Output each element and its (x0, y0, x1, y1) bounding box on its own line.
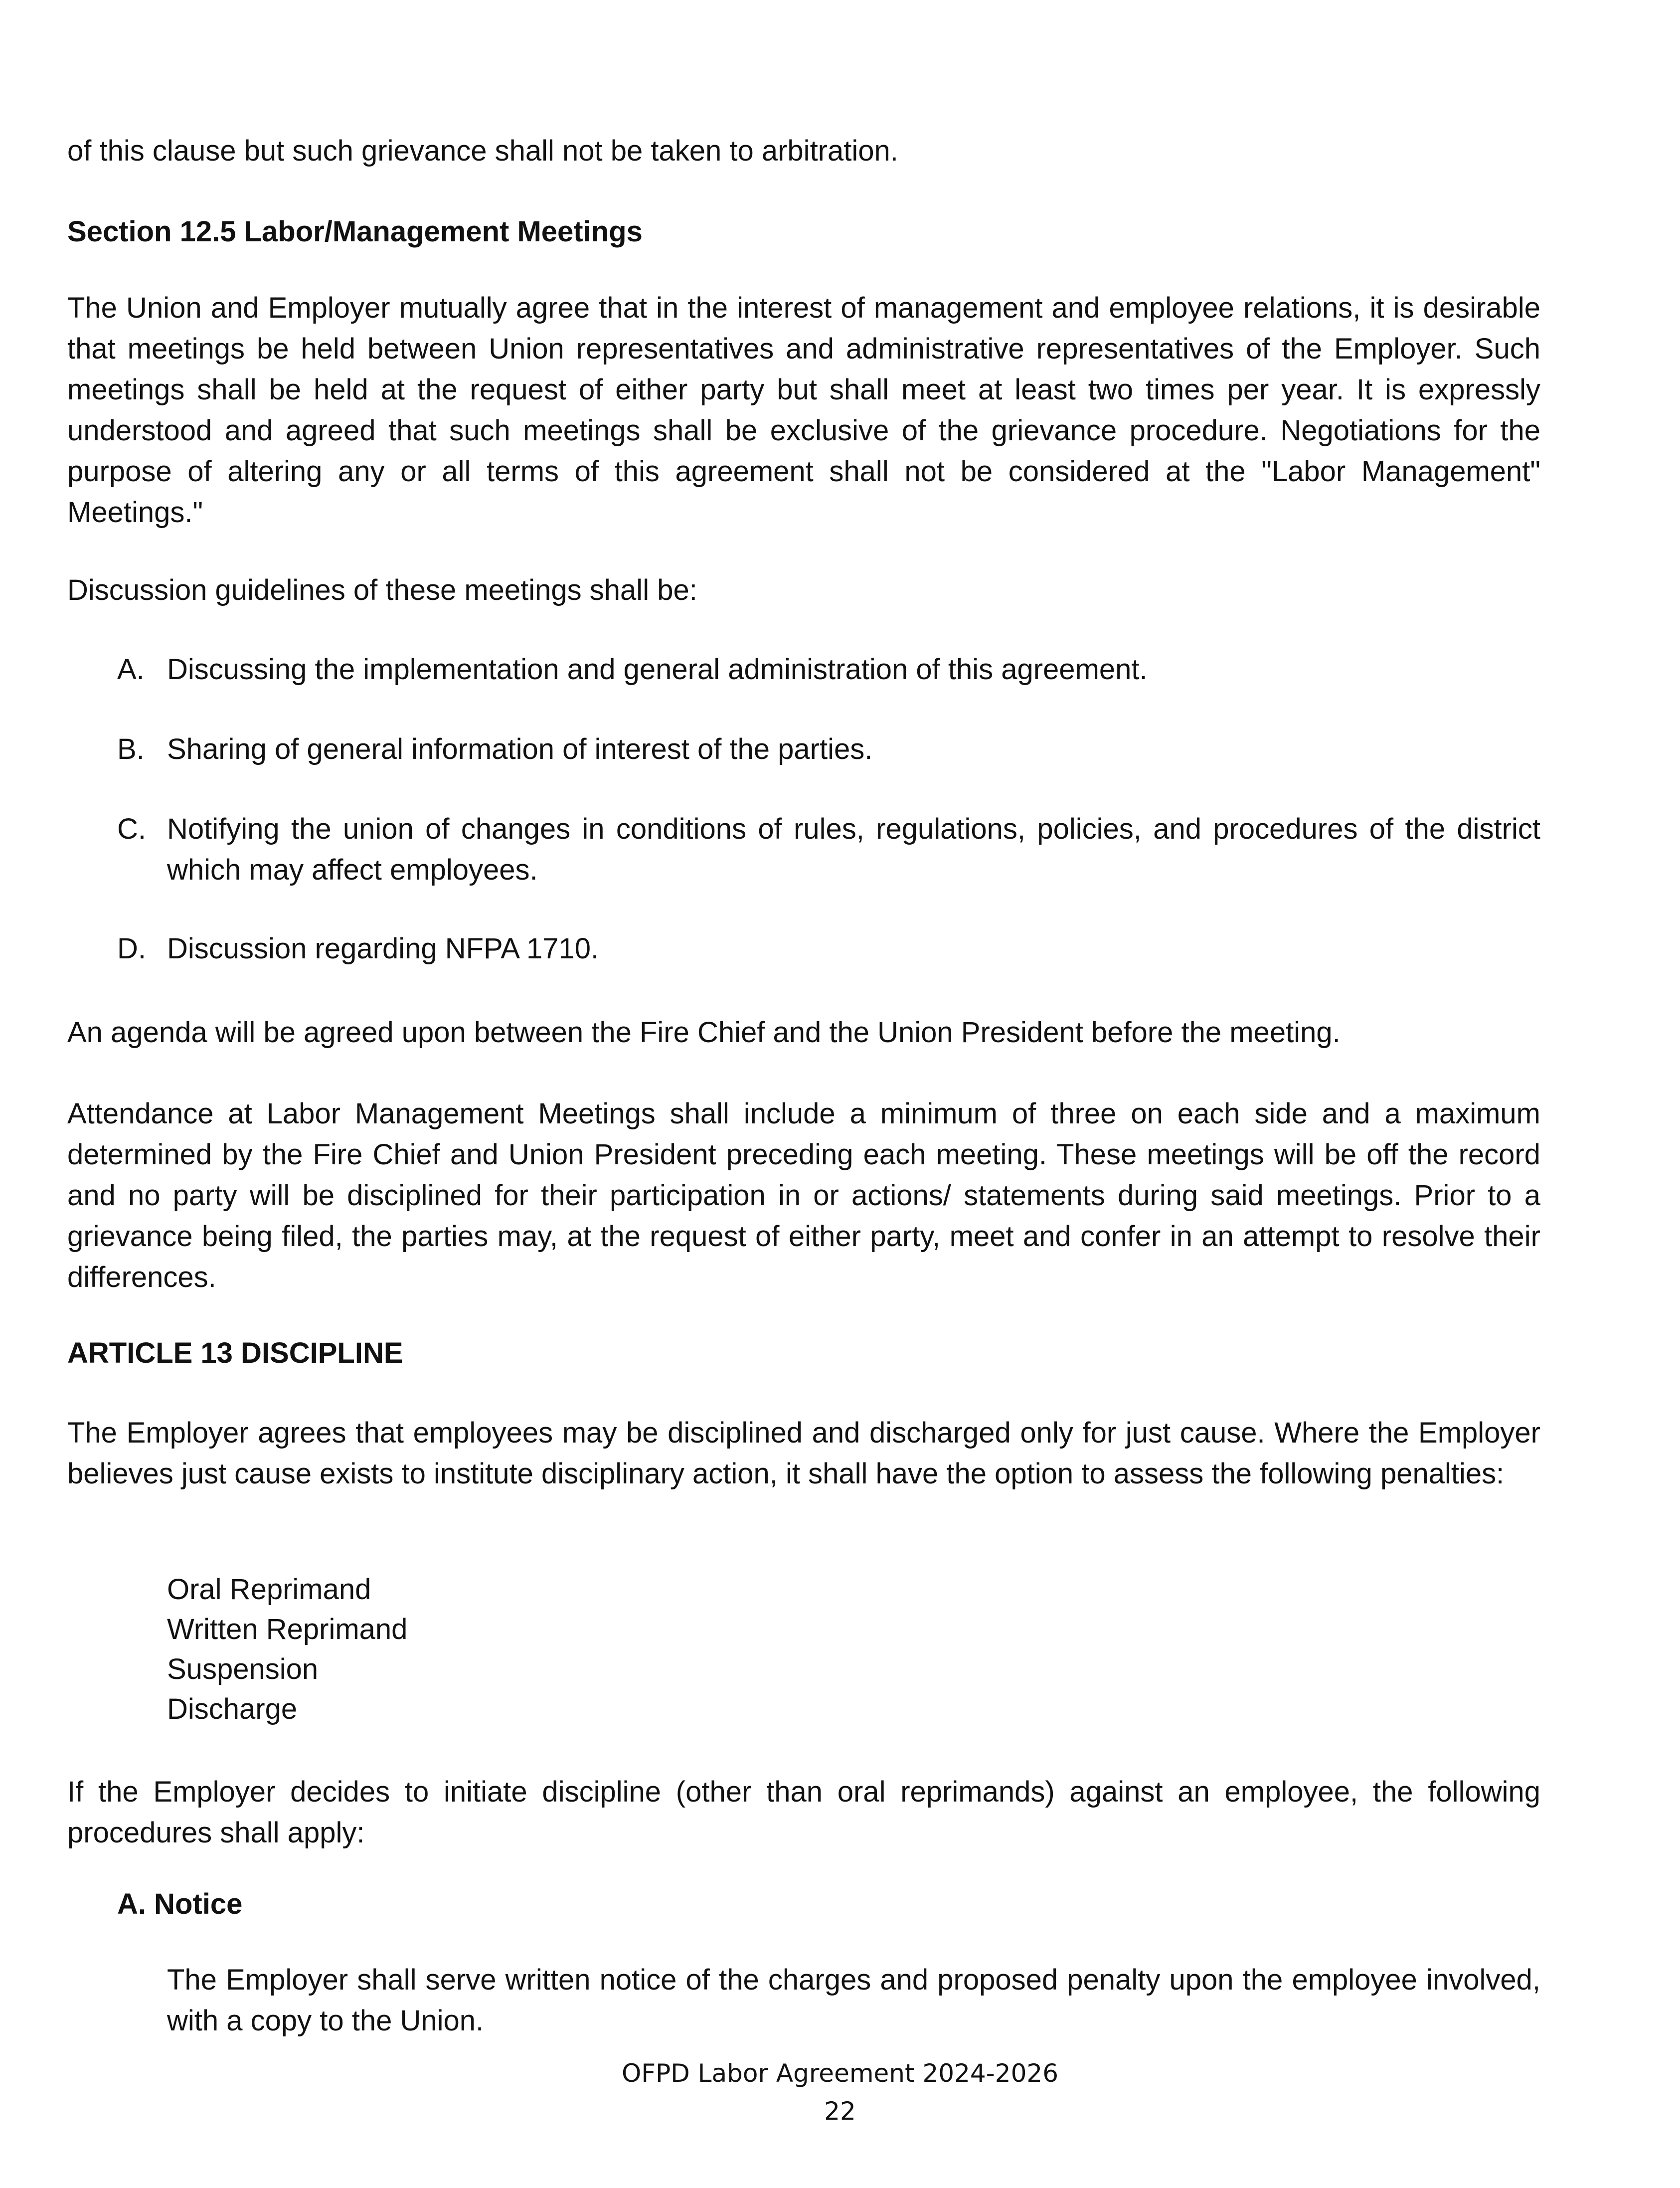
guideline-item-c (117, 809, 1540, 891)
penalty-item: Suspension (167, 1653, 319, 1685)
attendance-paragraph: Attendance at Labor Management Meetings shall include a minimum of three on each side and a maximum determined by the Fire Chief and Union President preceding each meeting. These meetings will be off the record and no party will be disciplined for their participation in or actions/ statements during said meetings. Prior to a grievance being filed, the parties may, at the request of either party, meet and confer in an attempt to resolve their differences. (67, 1097, 1540, 1293)
guideline-item-d (117, 928, 1540, 969)
guideline-letter: B. (117, 733, 145, 765)
article-13-paragraph: The Employer agrees that employees may be disciplined and discharged only for just cause. Where the Employer believes just cause exists to institute disciplinary action, it shall have the option to assess the following penalties: (67, 1417, 1540, 1490)
notice-heading: A. Notice (117, 1888, 243, 1920)
guideline-item-b (117, 729, 1540, 770)
guideline-letter: D. (117, 932, 146, 965)
footer-title: OFPD Labor Agreement 2024-2026 (621, 2059, 1059, 2088)
guideline-text: Sharing of general information of interest of the parties. (167, 733, 873, 765)
penalty-item: Written Reprimand (167, 1613, 408, 1645)
guideline-letter: A. (117, 653, 145, 686)
section-12-5-heading: Section 12.5 Labor/Management Meetings (67, 215, 643, 248)
guidelines-intro: Discussion guidelines of these meetings shall be: (67, 574, 697, 606)
guideline-text: Discussing the implementation and general administration of this agreement. (167, 653, 1148, 686)
continuation-text: of this clause but such grievance shall not be taken to arbitration. (67, 135, 898, 167)
agenda-paragraph: An agenda will be agreed upon between the Fire Chief and the Union President before the meeting. (67, 1016, 1341, 1049)
procedures-intro: If the Employer decides to initiate discipline (other than oral reprimands) against an employee, the following procedures shall apply: (67, 1776, 1540, 1849)
guideline-text: Notifying the union of changes in conditions of rules, regulations, policies, and procedures of the district which may affect employees. (167, 813, 1540, 886)
guideline-text: Discussion regarding NFPA 1710. (167, 932, 599, 965)
page-number: 22 (824, 2097, 856, 2126)
section-12-5-paragraph: The Union and Employer mutually agree that in the interest of management and employee relations, it is desirable that meetings be held between Union representatives and administrative representatives of the Employer. Such meetings shall be held at the request of either party but shall meet at least two times per year. It is expressly understood and agreed that such meetings shall be exclusive of the grievance procedure. Negotiations for the purpose of altering any or all terms of this agreement shall not be considered at the "Labor Management" Meetings." (67, 292, 1540, 529)
guideline-letter: C. (117, 813, 146, 845)
notice-text: The Employer shall serve written notice of the charges and proposed penalty upon the employee involved, with a copy to the Union. (167, 1964, 1540, 2037)
penalty-item: Discharge (167, 1693, 298, 1725)
article-13-heading: ARTICLE 13 DISCIPLINE (67, 1337, 403, 1369)
guideline-item-a (117, 649, 1540, 690)
penalty-list (167, 1570, 407, 1729)
penalty-item: Oral Reprimand (167, 1573, 371, 1606)
